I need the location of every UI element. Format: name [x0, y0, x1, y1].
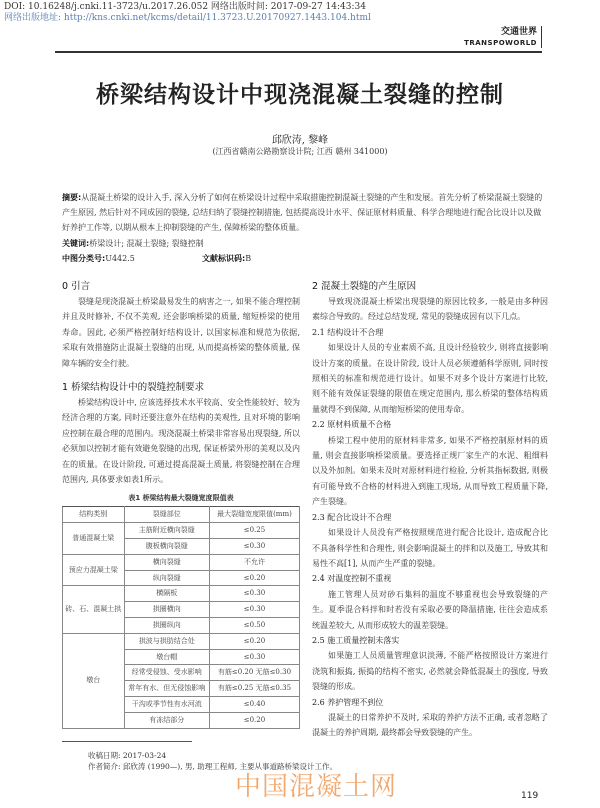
table-cell: ≤0.20	[209, 633, 299, 649]
section-2-6-heading: 2.6 养护管理不到位	[312, 697, 384, 707]
section-2-4-heading: 2.4 对温度控制不重视	[312, 574, 392, 584]
table-cell: ≤0.30	[209, 602, 299, 618]
abstract	[62, 190, 547, 235]
table-header-row	[63, 507, 300, 523]
online-url-link[interactable]: http://kns.cnki.net/kcms/detail/11.3723.U.20170927.1443.104.html	[63, 13, 371, 23]
table-cell: 有筋≤0.20 无筋≤0.30	[209, 665, 299, 681]
doc-code-value: B	[245, 254, 252, 263]
right-column	[312, 279, 548, 741]
table-cell: ≤0.30	[209, 649, 299, 665]
author-affiliation: (江西省赣南公路勘察设计院; 江西 赣州 341000)	[212, 147, 388, 156]
abstract-text: 从混凝土桥梁的设计入手, 深入分析了如何在桥梁设计过程中采取措施控制混凝土裂缝的产生和发展。首先分析了桥梁混凝土裂缝的产生原因, 然后针对不同成因的裂缝, 总结归纳了裂缝控制措施, 包括提高设计水平、保证原材料质量、科学合理地进行配合比设计以及做好养护工作等, 以期从根本上抑制裂缝的产生, 保障桥梁的整体质量。	[62, 193, 543, 232]
table-cell: ≤0.30	[209, 586, 299, 602]
footnote-rule	[62, 741, 192, 742]
table-cell: 墩台帽	[124, 649, 209, 665]
article-title: 桥梁结构设计中现浇混凝土裂缝的控制	[96, 82, 504, 108]
table-row	[63, 523, 300, 539]
table-category-cell: 普通混凝土梁	[63, 523, 125, 555]
section-1-heading: 1 桥梁结构设计中的裂缝控制要求	[62, 382, 205, 394]
keywords-label: 关键词:	[62, 239, 90, 248]
doi-line: DOI: 10.16248/j.cnki.11-3723/u.2017.26.052 网络出版时间: 2017-09-27 14:43:34	[4, 2, 366, 12]
table-1	[62, 506, 300, 728]
table-cell: 干沟或季节性有水河流	[124, 697, 209, 713]
classification	[62, 253, 547, 264]
table-row	[63, 554, 300, 570]
table-cell: ≤0.50	[209, 618, 299, 634]
table-cell: ≤0.40	[209, 697, 299, 713]
doi-header	[4, 2, 371, 24]
journal-name-cn: 交通世界	[500, 27, 537, 37]
clc-label: 中图分类号:	[62, 254, 106, 263]
table-category-cell: 墩台	[63, 633, 125, 728]
keywords-text: 桥梁设计; 混凝土裂缝; 裂缝控制	[89, 239, 204, 248]
section-2-2-heading: 2.2 原材料质量不合格	[312, 420, 392, 430]
section-0-text: 裂缝是现浇混凝土桥梁最易发生的病害之一, 如果不能合理控制并且及时修补, 不仅不美观, 还会影响桥梁的质量, 缩短桥梁的使用寿命。因此, 必须严格控制好结构设计, 以国家标准和规范为依据, 采取有效措施防止混凝土裂缝的出现, 从而提高桥梁的整体质量, 保障车辆的安全行驶。	[62, 297, 300, 368]
table-cell: 纵向裂缝	[124, 570, 209, 586]
table-header-cell: 结构类别	[63, 507, 125, 523]
author-bio: 作者简介: 邱欣涛 (1990—), 男, 助理工程师, 主要从事道路桥梁设计工作。	[88, 762, 338, 771]
table-category-cell: 砖、石、混凝土拱	[63, 586, 125, 633]
table-cell: ≤0.20	[209, 570, 299, 586]
table-cell: 腹板横向裂缝	[124, 539, 209, 555]
table-row	[63, 586, 300, 602]
section-2-3-text: 如果设计人员没有严格按照规范进行配合比设计, 造成配合比不具备科学性和合理性, 则会影响混凝土的拌和以及施工, 导致其和易性不高[1], 从而产生严重的裂缝。	[312, 528, 548, 568]
table-cell: 主筋附近横向裂缝	[124, 523, 209, 539]
clc-value: U442.5	[105, 254, 135, 263]
doc-code-label: 文献标识码:	[202, 254, 246, 263]
article-authors: 邱欣涛, 黎峰	[271, 135, 329, 146]
section-2-5-heading: 2.5 施工质量控制未落实	[312, 635, 400, 645]
table-cell: 拱波与拱肋结合处	[124, 633, 209, 649]
section-2-3-heading: 2.3 配合比设计不合理	[312, 512, 392, 522]
page-number: 119	[521, 791, 539, 801]
table-cell: 不允许	[209, 554, 299, 570]
table-1-caption: 表1 桥梁结构最大裂缝宽度限值表	[128, 494, 234, 503]
table-category-cell: 预应力混凝土梁	[63, 554, 125, 586]
section-2-heading: 2 混凝土裂缝的产生原因	[312, 281, 417, 292]
table-cell: 有筋≤0.25 无筋≤0.35	[209, 681, 299, 697]
section-0-heading: 0 引言	[62, 281, 91, 292]
section-2-4-text: 施工管理人员对砂石集料的温度不够重视也会导致裂缝的产生。夏季混合料拌和时若没有采取必要的降温措施, 往往会造成系统温差较大, 从而形成较大的温差裂缝。	[312, 589, 548, 630]
table-cell: 经常受侵蚀、受水影响	[124, 665, 209, 681]
section-1-text: 桥梁结构设计中, 应该选择技术水平较高、安全性能较好、较为经济合理的方案, 同时还要注意外在结构的美观性, 且对环境的影响应控制在最合理的范围内。现浇混凝土桥梁非常容易出现裂缝, 所以必须加以控制才能有效避免裂缝的出现, 保证桥梁外形的美观以及内在的质量。在设计阶段, 可通过提高混凝土质量, 将裂缝控制在合理范围内, 具体要求如表1所示。	[62, 398, 300, 485]
table-cell: 拱圈纵向	[124, 618, 209, 634]
section-2-6-text: 混凝土的日常养护不及时, 采取的养护方法不正确, 或者忽略了混凝土的养护周期, 最终都会导致裂缝的产生。	[312, 712, 548, 738]
received-date: 收稿日期: 2017-03-24	[88, 751, 167, 760]
journal-masthead	[464, 26, 542, 48]
table-header-cell: 裂缝部位	[124, 507, 209, 523]
table-cell: ≤0.30	[209, 539, 299, 555]
section-2-2-text: 桥梁工程中使用的原材料非常多, 如果不严格控制原材料的质量, 则会直接影响桥梁质量。要选择正规厂家生产的水泥、粗细料以及外加剂。如果未及时对原材料进行检验, 分析其指标数据, 则极有可能导致不合格的材料进入到施工现场, 从而导致工程质量下降, 产生裂缝。	[312, 435, 548, 507]
table-header-cell: 最大裂缝宽度限值(mm)	[209, 507, 299, 523]
header-rule	[55, 51, 542, 53]
section-2-5-text: 如果施工人员质量管理意识淡薄, 不能严格按照设计方案进行浇筑和振捣, 振捣的结构不密实, 必然就会降低混凝土的强度, 导致裂缝的形成。	[312, 651, 548, 692]
section-2-text: 导致现浇混凝土桥梁出现裂缝的原因比较多, 一般是由多种因素综合导致的。经过总结发现, 常见的裂缝成因有以下几点。	[312, 297, 548, 322]
journal-name-en: TRANSPOWORLD	[464, 39, 537, 47]
keywords	[62, 238, 204, 249]
abstract-label: 摘要:	[62, 193, 82, 202]
table-cell: 常年有水、但无侵蚀影响	[124, 681, 209, 697]
url-label: 网络出版地址:	[4, 13, 64, 23]
online-url-line	[4, 13, 371, 24]
section-2-1-text: 如果设计人员的专业素质不高, 且设计经验较少, 则将直接影响设计方案的质量。在设计阶段, 设计人员必须遵循科学原则, 同时按照相关的标准和规范进行设计。如果不对多个设计方案进行比较, 则不能有效保证裂缝的限值在规定范围内, 那么桥梁的整体结构质量就得不到保障, 从而缩短桥梁的使用寿命。	[312, 343, 548, 414]
table-cell: 横隔板	[124, 586, 209, 602]
table-cell: 有冻结部分	[124, 712, 209, 728]
table-cell: ≤0.20	[209, 712, 299, 728]
table-cell: 横向裂缝	[124, 554, 209, 570]
left-column	[62, 279, 300, 729]
table-cell: ≤0.25	[209, 523, 299, 539]
section-2-1-heading: 2.1 结构设计不合理	[312, 327, 384, 337]
table-cell: 拱圈横向	[124, 602, 209, 618]
watermark: 中国混凝土网	[235, 772, 398, 802]
table-row	[63, 633, 300, 649]
